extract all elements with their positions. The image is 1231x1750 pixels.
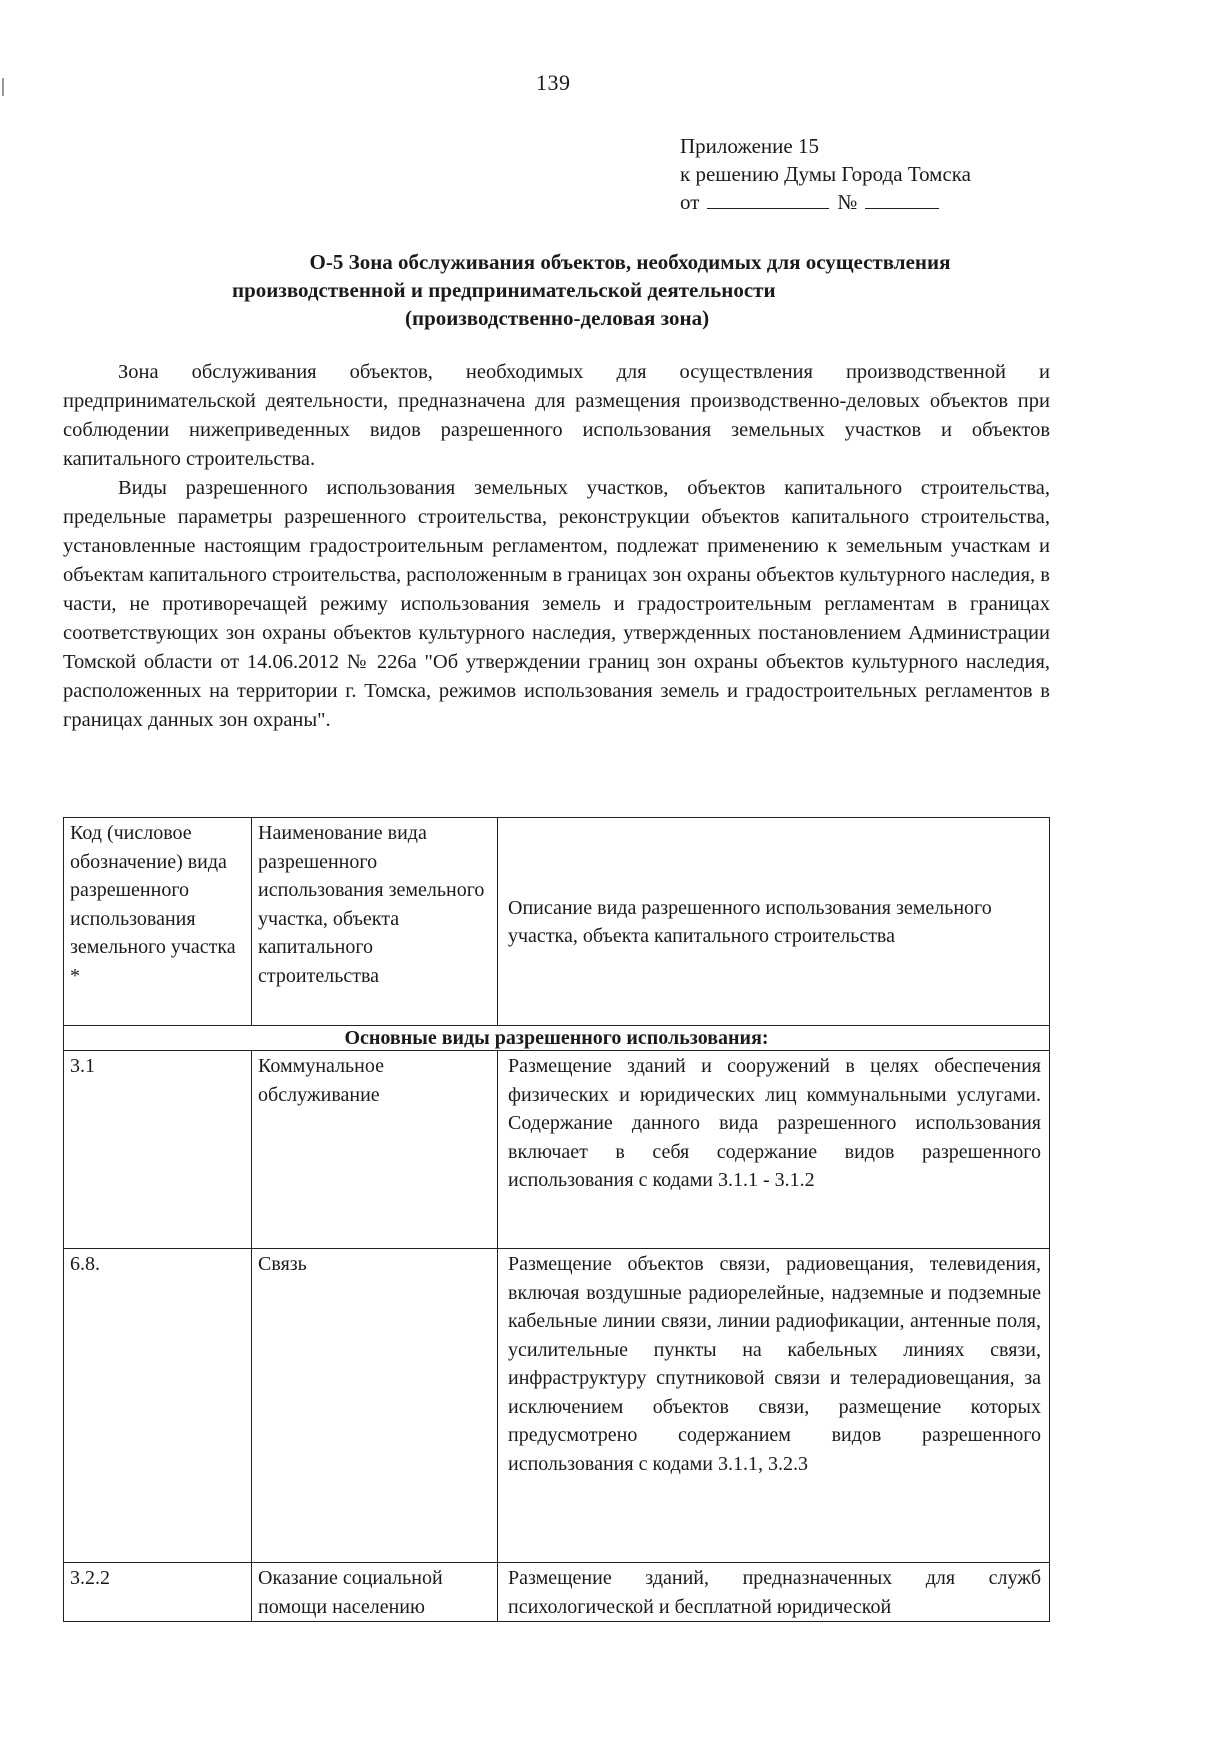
row-name: Коммунальное обслуживание (252, 1051, 498, 1249)
scan-margin-mark (2, 78, 4, 96)
row-name: Связь (252, 1249, 498, 1563)
number-sign: № (837, 190, 858, 214)
title-line-2: производственной и предпринимательской деятельности (232, 278, 776, 302)
row-code: 3.2.2 (64, 1563, 252, 1622)
date-prefix: от (680, 190, 700, 214)
header-description: Описание вида разрешенного использования земельного участка, объекта капитального строительства (498, 818, 1050, 1026)
table-section-row (64, 1026, 1050, 1051)
regulation-paragraph: Виды разрешенного использования земельных участков, объектов капитального строительства, предельные параметры разрешенного строительства, реконструкции объектов капитального строительства, установленные настоящим градостроительным регламентом, подлежат применению к земельным участкам и объектам капитального строительства, расположенным в границах зон охраны объектов культурного наследия, в части, не противоречащей режиму использования земель и градостроительным регламентам в границах соответствующих зон охраны объектов культурного наследия, утвержденных постановлением Администрации Томской области от 14.06.2012 № 226а "Об утверждении границ зон охраны объектов культурного наследия, расположенных на территории г. Томска, режимов использования земель и градостроительных регламентов в границах данных зон охраны". (63, 477, 1050, 731)
header-code: Код (числовое обозначение) вида разрешенного использования земельного участка * (64, 818, 252, 1026)
title-line-1: О-5 Зона обслуживания объектов, необходимых для осуществления (309, 250, 951, 274)
permitted-uses-table (63, 817, 1050, 1622)
table-row (64, 1249, 1050, 1563)
appendix-block (680, 132, 971, 216)
appendix-reference: к решению Думы Города Томска (680, 162, 971, 186)
header-name: Наименование вида разрешенного использования земельного участка, объекта капитального строительства (252, 818, 498, 1026)
row-name: Оказание социальной помощи населению (252, 1563, 498, 1622)
intro-paragraph: Зона обслуживания объектов, необходимых для осуществления производственной и предпринимательской деятельности, предназначена для размещения производственно-деловых объектов при соблюдении нижеприведенных видов разрешенного использования земельных участков и объектов капитального строительства. (63, 361, 1050, 470)
row-description: Размещение зданий, предназначенных для служб психологической и бесплатной юридической (498, 1563, 1050, 1622)
appendix-title: Приложение 15 (680, 134, 819, 158)
table-row (64, 1051, 1050, 1249)
number-blank-field (865, 192, 939, 209)
section-title: Основные виды разрешенного использования: (64, 1026, 1050, 1051)
row-description: Размещение объектов связи, радиовещания, телевидения, включая воздушные радиорелейные, надземные и подземные кабельные линии связи, линии радиофикации, антенные поля, усилительные пункты на кабельных линиях связи, инфраструктуру спутниковой связи и телерадиовещания, за исключением объектов связи, размещение которых предусмотрено содержанием видов разрешенного использования с кодами 3.1.1, 3.2.3 (498, 1249, 1050, 1563)
row-description: Размещение зданий и сооружений в целях обеспечения физических и юридических лиц коммунальными услугами. Содержание данного вида разрешенного использования включает в себя содержание видов разрешенного использования с кодами 3.1.1 - 3.1.2 (498, 1051, 1050, 1249)
appendix-date-number (680, 188, 971, 216)
date-blank-field (707, 192, 829, 209)
table-header-row (64, 818, 1050, 1026)
table-row (64, 1563, 1050, 1622)
title-line-3: (производственно-деловая зона) (405, 306, 710, 330)
row-code: 6.8. (64, 1249, 252, 1563)
row-code: 3.1 (64, 1051, 252, 1249)
document-title (140, 248, 1060, 332)
page-number: 139 (536, 70, 571, 95)
